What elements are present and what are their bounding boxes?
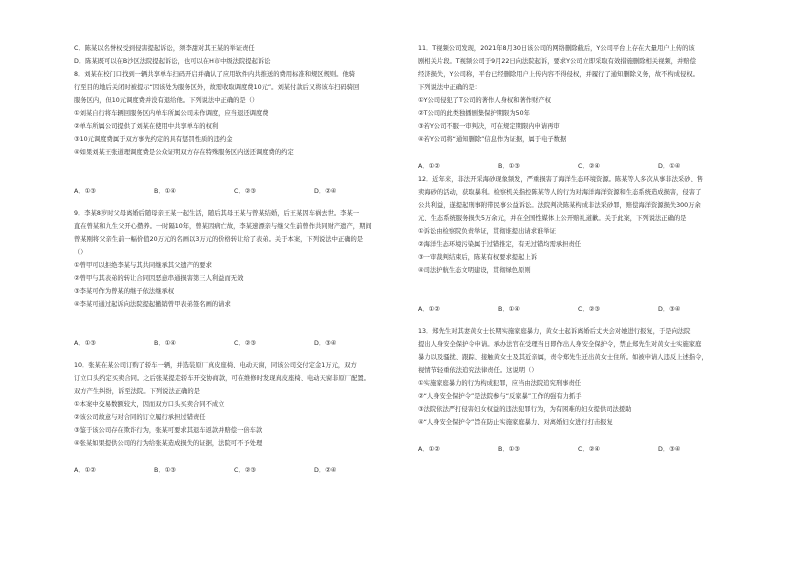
q8-item: ③10元调度费属于双方事先约定的具有惩罚性质的违约金 bbox=[74, 136, 233, 143]
left-column bbox=[74, 42, 414, 477]
option-b: B．①③ bbox=[154, 467, 176, 474]
option-b: B．①③ bbox=[498, 163, 520, 170]
question-13 bbox=[418, 325, 758, 456]
q12-item: ③一审裁判结束后，陈某有权要求提起上诉 bbox=[418, 254, 537, 261]
q10-item: ①本案中交易数额较大，因而双方口头买卖合同不成立 bbox=[74, 401, 225, 408]
q9-options bbox=[74, 337, 414, 350]
q13-stem-line: 暴力以及骚扰、跟踪、接触黄女士及其近亲属，责令郑先生迁出黄女士住所。如被申请人违反上述指令， bbox=[418, 354, 708, 361]
q13-item: ②“人身安全保护令”是法院参与“反家暴”工作的强有力抓手 bbox=[418, 393, 582, 400]
q7-option-d: D．陈某既可以在B沙区法院提起诉讼，也可以在H市中级法院提起诉讼 bbox=[74, 58, 271, 65]
q13-options bbox=[418, 443, 758, 456]
q9-stem-line: 9．李某8岁时父母离婚后随母亲王某一起生活，随后其母王某与曾某结婚，后王某因车祸去世。李某一 bbox=[74, 210, 360, 217]
option-d: D．③④ bbox=[658, 446, 681, 453]
option-d: D．③④ bbox=[314, 340, 337, 347]
q8-stem-line: 服务区内，但10元调度费并没有退给他。下列说法中正确的是（） bbox=[74, 97, 259, 104]
option-b: B．①④ bbox=[154, 340, 176, 347]
q9-stem-line: 曾某刚将父亲生前一幅价值20万元的名画以3万元的价格转让给了表弟。关于本案，下列说法中正确的是 bbox=[74, 236, 364, 243]
option-a: A．①② bbox=[418, 306, 440, 313]
q8-item: ①刘某自行将车辆回服务区内单车所属公司未作调度，应当退还调度费 bbox=[74, 110, 269, 117]
option-d: D．②④ bbox=[314, 467, 337, 474]
option-c: C．②④ bbox=[578, 163, 600, 170]
q12-options bbox=[418, 303, 758, 316]
option-d: D．③④ bbox=[658, 306, 681, 313]
q12-stem-line: 元、生态系统服务损失5万余元，并在全国性媒体上公开赔礼道歉。关于此案，下列说法正确的是 bbox=[418, 215, 687, 222]
q11-item: ④若Y公司将“通知删除”信息作为证据，属于电子数据 bbox=[418, 136, 567, 143]
q11-stem-line: 经济损失，Y公司称，平台已经删除用户上传内容不得侵权，并履行了通知删除义务，故不构成侵权。 bbox=[418, 71, 699, 78]
q9-stem-line: （） bbox=[74, 249, 87, 256]
q13-item: ①实施家庭暴力的行为构成犯罪，应当由法院追究刑事责任 bbox=[418, 380, 582, 387]
q12-item: ①诉讼由检察院负责举证，贯彻谁提出请求谁举证 bbox=[418, 228, 556, 235]
q12-item: ④司法护航生态文明建设，贯彻绿色原则 bbox=[418, 267, 531, 274]
q9-item: ②曾甲与其表弟的转让合同因恶意串通损害第三人利益而无效 bbox=[74, 275, 244, 282]
q9-item: ①曾甲可以拒绝李某与其共同继承其父遗产的要求 bbox=[74, 262, 212, 269]
q10-stem-line: 订立口头约定买卖合同。之后张某提走轿车开交协商款，可在维修时发现真皮座椅、电动天窗非原厂配置。 bbox=[74, 375, 370, 382]
q13-stem-line: 视情节轻重依法追究法律责任。这说明（） bbox=[418, 367, 538, 374]
option-a: A．①② bbox=[418, 163, 440, 170]
q13-item: ③法院依法严打侵害妇女权益的违法犯罪行为，为有困难的妇女提供司法援助 bbox=[418, 406, 632, 413]
option-c: C．②③ bbox=[234, 467, 256, 474]
q10-options bbox=[74, 464, 414, 477]
option-b: B．①④ bbox=[498, 306, 520, 313]
q11-item: ①Y公司侵犯了T公司的著作人身权和著作财产权 bbox=[418, 97, 551, 104]
q11-item: ③若Y公司不服一审判决，可在规定期限内申请再审 bbox=[418, 123, 560, 130]
question-11 bbox=[418, 42, 758, 173]
option-d: D．②④ bbox=[314, 188, 337, 195]
q7-option-c: C．陈某以名誉权受到侵害提起诉讼，须李甜对其王某的举证责任 bbox=[74, 45, 255, 52]
q11-stem-line: 11．T视频公司发现，2021年8月30日该公司的网络删除截后，Y公司平台上存在大量用户上传的该 bbox=[418, 45, 695, 52]
option-c: C．②③ bbox=[578, 306, 600, 313]
option-a: A．①③ bbox=[74, 340, 96, 347]
q13-item: ④“人身安全保护令”旨在防止实施家庭暴力、对离婚妇女进行打击报复 bbox=[418, 419, 613, 426]
q8-item: ②单车所属公司提供了刘某在使用中共享单车的权利 bbox=[74, 123, 219, 130]
question-12 bbox=[418, 173, 758, 316]
q13-stem-line: 提出人身安全保护令申请。承办法官在受理当日即作出人身安全保护令，禁止郑先生对黄女士实施家庭 bbox=[418, 341, 702, 348]
q11-stem-line: 剧相关片段。T视频公司于9月22日向法院起诉，要求Y公司立即采取有效措施删除相关视频，并赔偿 bbox=[418, 58, 696, 65]
q10-stem-line: 10．张某在某公司订购了轿车一辆，并选装原厂真皮座椅、电动天窗，同该公司交付定金1万元，双方 bbox=[74, 362, 357, 369]
option-c: C．②④ bbox=[578, 446, 600, 453]
q12-item: ②海洋生态环境污染属于过错推定，有无过错均需承担责任 bbox=[418, 241, 582, 248]
q12-stem-line: 卖海砂的活动，获取暴利。检察机关指控陈某等人的行为对海洋海洋资源和生态系统造成损害，侵害了 bbox=[418, 189, 702, 196]
q9-item: ④李某可通过起诉向法院提起撤销曾甲表弟签名画的请求 bbox=[74, 301, 231, 308]
q11-stem-line: 下列说法中正确的是： bbox=[418, 84, 481, 91]
option-a: A．①② bbox=[418, 446, 440, 453]
option-b: B．①④ bbox=[154, 188, 176, 195]
question-10 bbox=[74, 359, 414, 477]
option-b: B．①③ bbox=[498, 446, 520, 453]
q10-item: ③鉴于该公司存在欺诈行为，张某可要求其退车返款并赔偿一倍车款 bbox=[74, 427, 263, 434]
option-d: D．①④ bbox=[658, 163, 681, 170]
right-column bbox=[418, 42, 758, 456]
q11-item: ②T公司的此类独播剧集保护期限为50年 bbox=[418, 110, 530, 117]
option-a: A．①③ bbox=[74, 188, 96, 195]
q12-stem-line: 12．近年来，非法开采海砂现象频发，严重损害了海洋生态环境资源。陈某等人多次从事非法采砂、售 bbox=[418, 176, 704, 183]
q10-item: ④张某如果提供公司的行为给张某造成损失的证据，法院可不予处理 bbox=[74, 440, 263, 447]
q10-stem-line: 双方产生纠纷，诉至法院。下列说法正确的是 bbox=[74, 388, 200, 395]
q9-item: ③李某可作为曾某的继子依法继承权 bbox=[74, 288, 175, 295]
q10-item: ②该公司故意与对合同的订立履行承担过错责任 bbox=[74, 414, 206, 421]
q8-stem-line: 8．刘某在校门口找到一辆共享单车扫码开启并确认了应用软件内共推送的费用标准和规区规则。他骑 bbox=[74, 71, 356, 78]
question-9 bbox=[74, 207, 414, 350]
q8-stem-line: 行至目的地后关闭时被提示“因该处为服务区外，故需收取调度费10元”。刘某付款后又将该车扫码骑回 bbox=[74, 84, 360, 91]
option-c: C．②③ bbox=[234, 340, 256, 347]
q11-options bbox=[418, 160, 758, 173]
q12-stem-line: 公共利益，遂提起刑事附带民事公益诉讼。法院判决陈某构成非法采砂罪，赔偿海洋资源损失300万余 bbox=[418, 202, 701, 209]
q9-stem-line: 直在曾某和九生父开心攒养。一时隔10年，曾某因病亡故，李某速漂亲与继父生前曾作共同财产遗产，期间 bbox=[74, 223, 372, 230]
q13-stem-line: 13．郑先生对其妻黄女士长期实施家庭暴力，黄女士起诉离婚后丈夫会对她进行报复，于是向法院 bbox=[418, 328, 691, 335]
option-a: A．①② bbox=[74, 467, 96, 474]
q8-options bbox=[74, 185, 414, 198]
question-8 bbox=[74, 68, 414, 198]
option-c: C．②③ bbox=[234, 188, 256, 195]
q8-item: ④如果刘某王张道理调度费是公众证明双方存在特殊服务区内送还调度费的约定 bbox=[74, 149, 294, 156]
